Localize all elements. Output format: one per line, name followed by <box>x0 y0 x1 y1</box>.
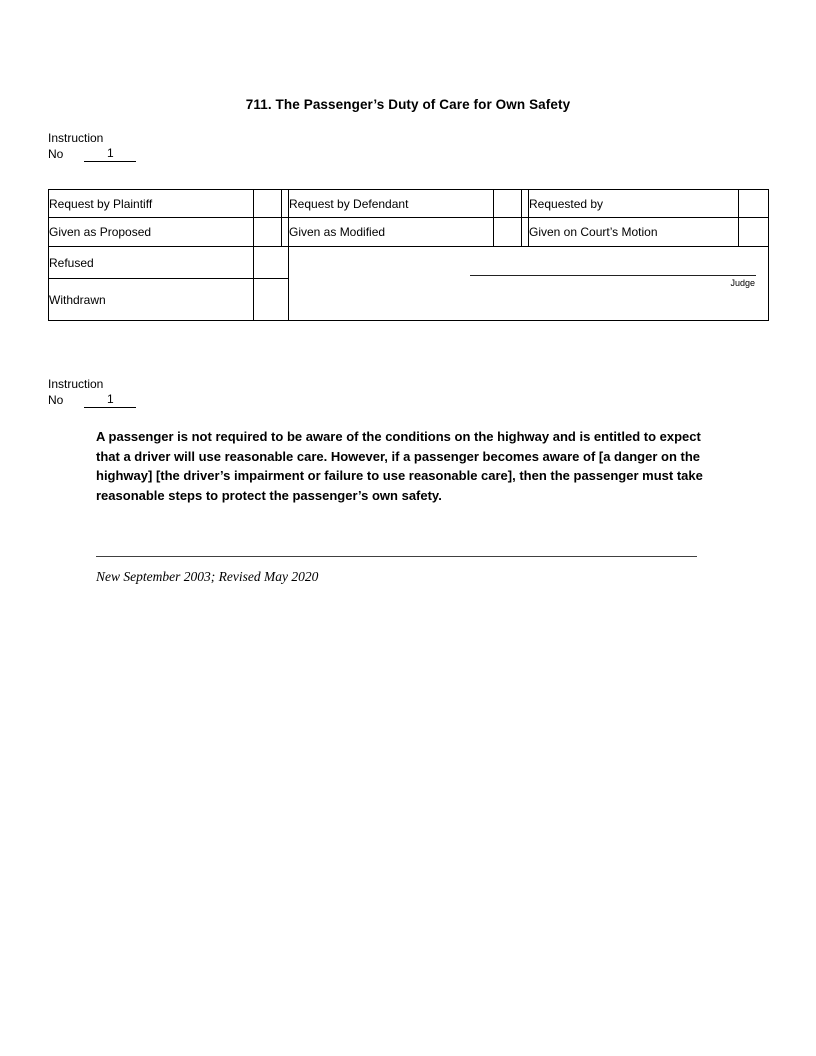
table-row <box>49 247 769 279</box>
instruction-number-block-top <box>48 131 136 162</box>
table-row <box>49 190 769 218</box>
checkbox-request-by-plaintiff[interactable] <box>254 190 282 218</box>
cell-request-by-plaintiff: Request by Plaintiff <box>49 190 254 218</box>
table-row <box>49 218 769 247</box>
no-label: No <box>48 147 64 161</box>
section-divider-line <box>96 556 697 557</box>
judge-signature-cell <box>289 247 769 321</box>
no-label: No <box>48 393 64 407</box>
instruction-number-block-bottom <box>48 377 136 408</box>
instruction-status-table <box>48 189 769 321</box>
spacer-cell <box>282 218 289 247</box>
checkbox-refused[interactable] <box>254 247 289 279</box>
cell-given-as-modified: Given as Modified <box>289 218 494 247</box>
cell-given-on-courts-motion: Given on Court’s Motion <box>529 218 739 247</box>
cell-withdrawn: Withdrawn <box>49 279 254 321</box>
instruction-text: A passenger is not required to be aware of the conditions on the highway and is entitled to expect that a driver will use reasonable care. However, if a passenger becomes aware of [a danger on the highway] [the driver’s impairment or failure to use reasonable care], then the passenger must take reasonable steps to protect the passenger’s own safety. <box>96 429 703 503</box>
page-title: 711. The Passenger’s Duty of Care for Own Safety <box>245 97 571 112</box>
instruction-label: Instruction <box>48 377 104 391</box>
instruction-label: Instruction <box>48 131 104 145</box>
cell-requested-by: Requested by <box>529 190 739 218</box>
cell-given-as-proposed: Given as Proposed <box>49 218 254 247</box>
cell-request-by-defendant: Request by Defendant <box>289 190 494 218</box>
checkbox-request-by-defendant[interactable] <box>494 190 522 218</box>
checkbox-given-as-modified[interactable] <box>494 218 522 247</box>
checkbox-withdrawn[interactable] <box>254 279 289 321</box>
judge-label: Judge <box>730 277 755 288</box>
revision-note: New September 2003; Revised May 2020 <box>96 569 319 584</box>
checkbox-given-as-proposed[interactable] <box>254 218 282 247</box>
instruction-number-field[interactable]: 1 <box>84 146 136 162</box>
cell-refused: Refused <box>49 247 254 279</box>
judge-signature-line[interactable] <box>470 275 756 276</box>
spacer-cell <box>522 218 529 247</box>
checkbox-requested-by[interactable] <box>739 190 769 218</box>
instruction-number-field[interactable]: 1 <box>84 392 136 408</box>
spacer-cell <box>282 190 289 218</box>
spacer-cell <box>522 190 529 218</box>
checkbox-given-on-courts-motion[interactable] <box>739 218 769 247</box>
